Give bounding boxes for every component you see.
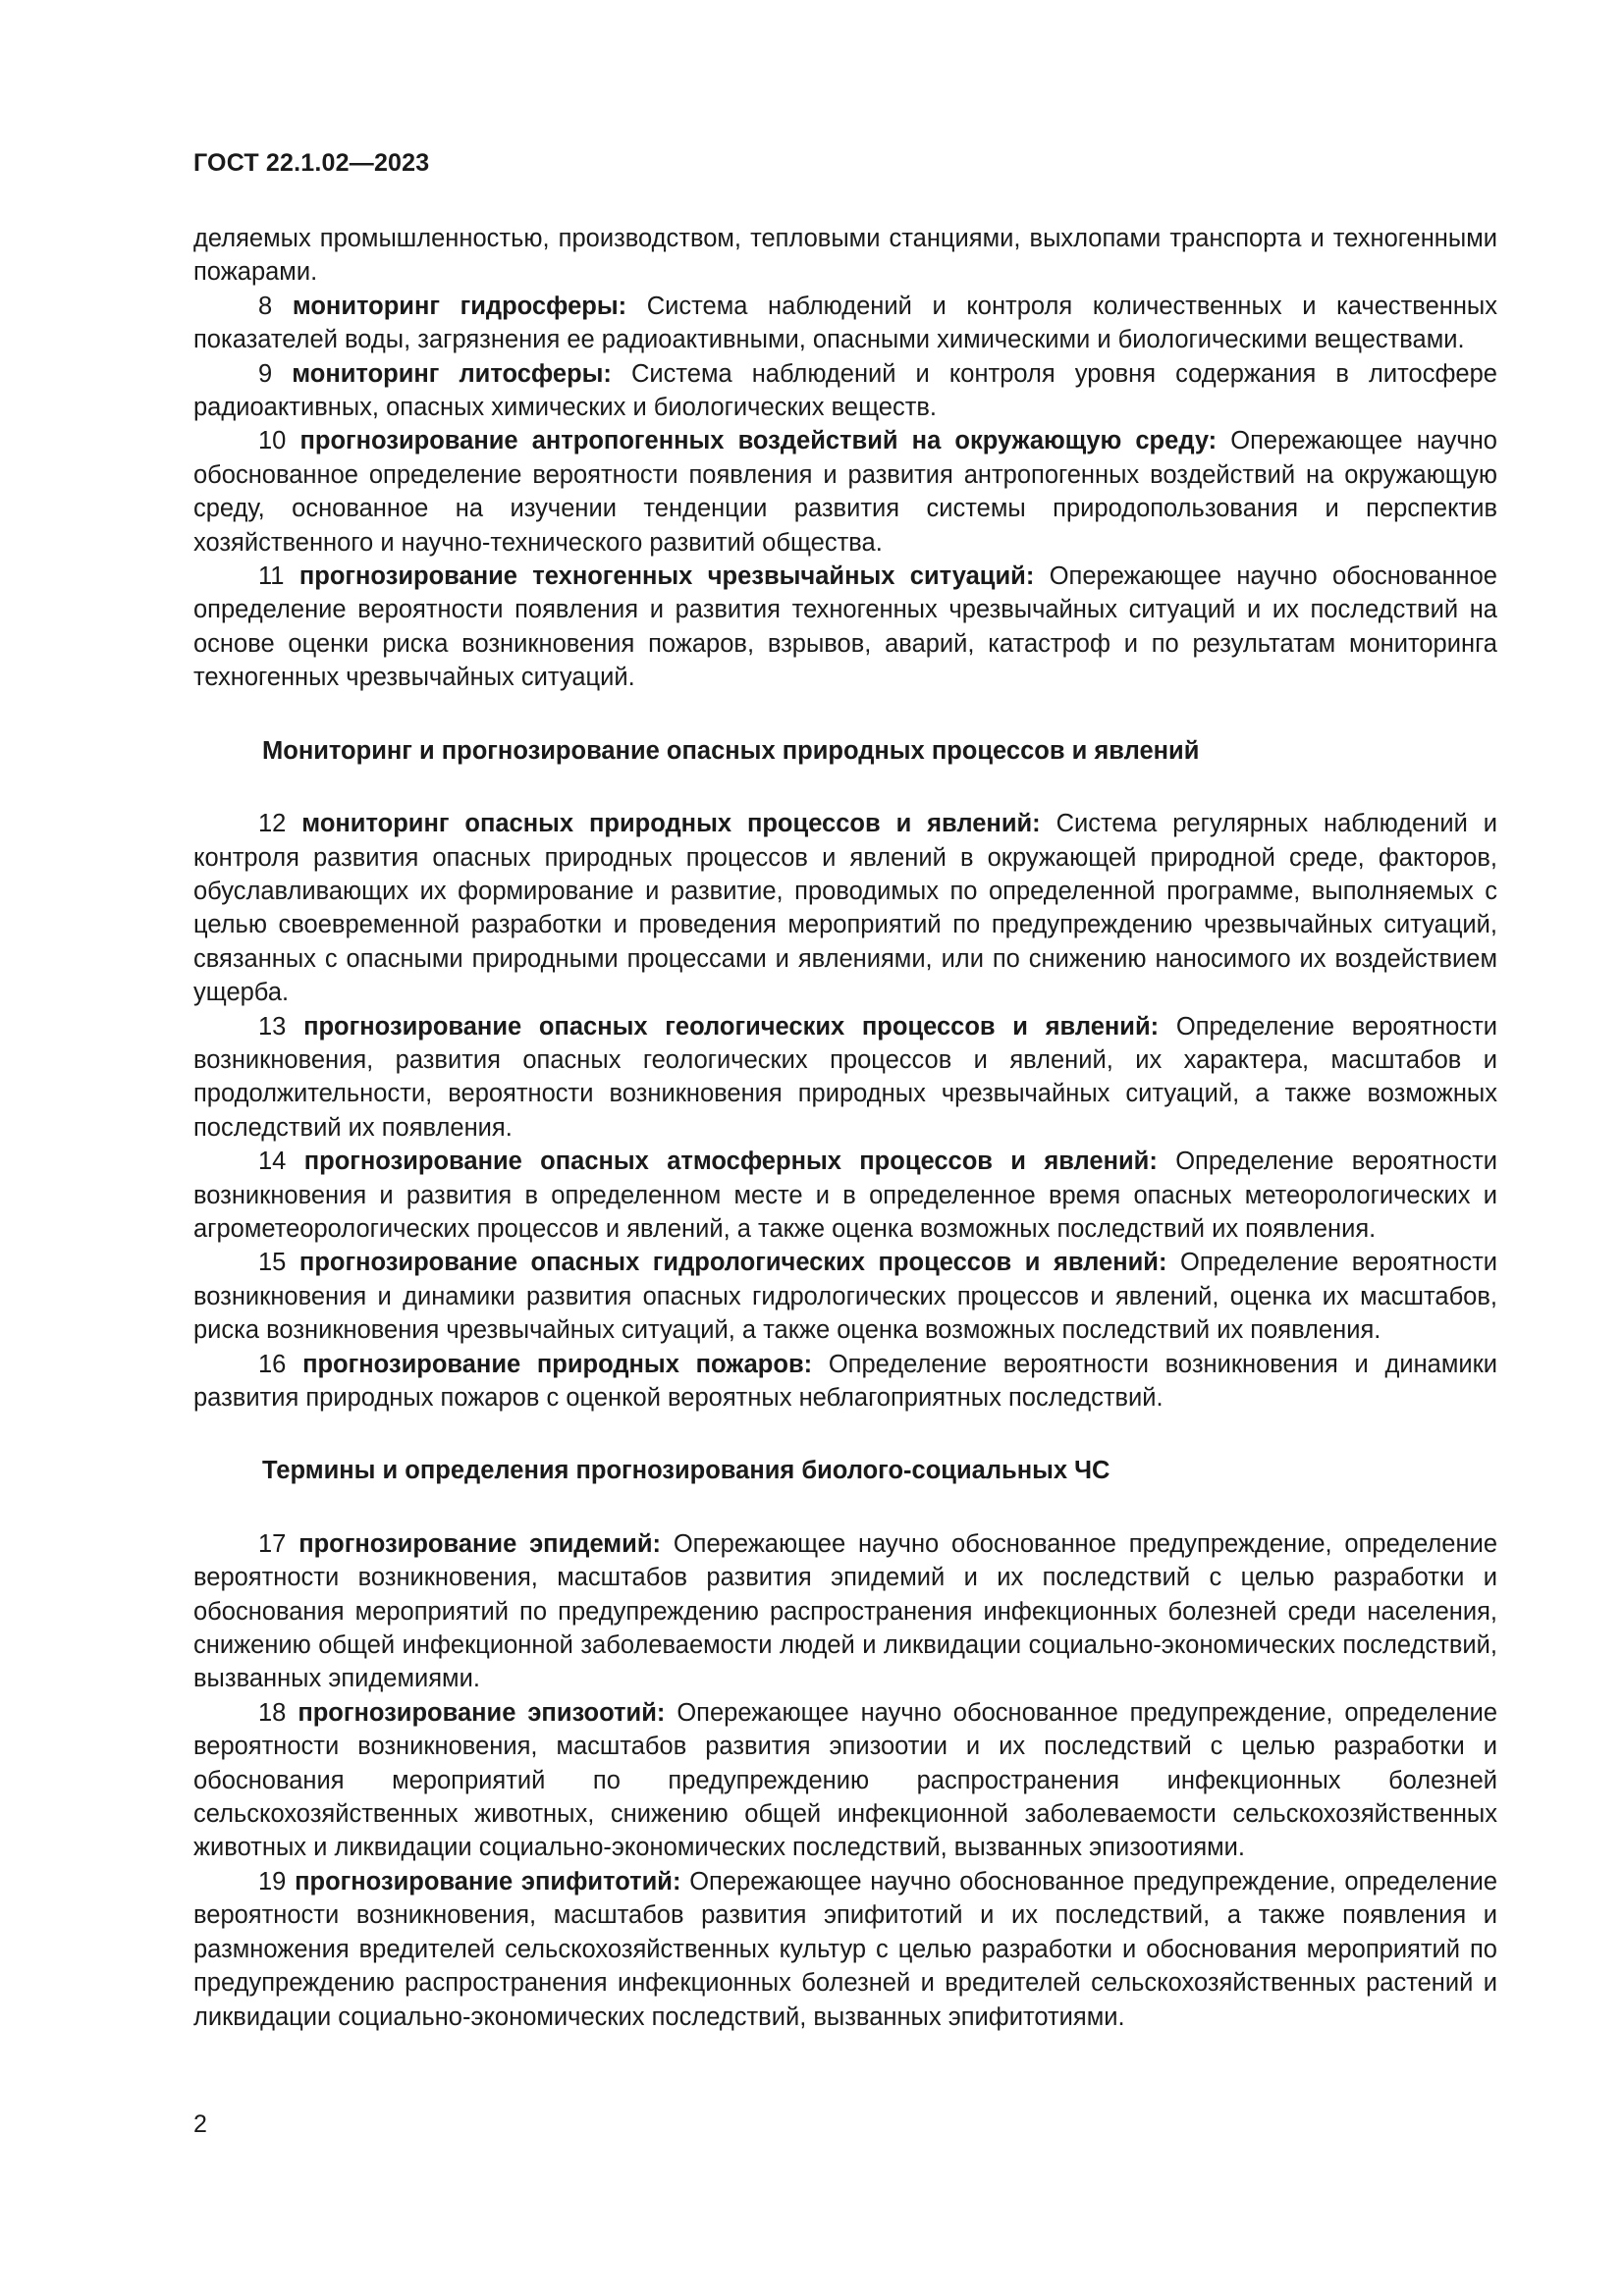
- term-number: 11: [258, 562, 285, 591]
- term-number: 8: [258, 292, 273, 320]
- term-entry-14: [193, 1145, 1497, 1246]
- term-number: 14: [258, 1148, 287, 1176]
- term-title: прогнозирование опасных геологических процессов и явлений:: [303, 1012, 1160, 1041]
- term-definition: Опережающее научно обоснованное предупреждение, определение вероятности возникновения, масштабов развития эпизоотии и их последствий с целью разработки и обоснования мероприятий по предупреждению распространения инфекционных болезней сельскохозяйственных животных, снижению общей инфекционной заболеваемости сельскохозяйственных животных и ликвидации социально-экономических последствий, вызванных эпизоотиями.: [193, 1698, 1498, 1862]
- term-definition: Система наблюдений и контроля уровня содержания в литосфере радиоактивных, опасных химических и биологических веществ.: [193, 359, 1497, 422]
- term-number: 17: [258, 1529, 287, 1558]
- intro-continuation: деляемых промышленностью, производством, тепловыми станциями, выхлопами транспорта и техногенными пожарами.: [193, 225, 1497, 287]
- term-title: мониторинг опасных природных процессов и явлений:: [301, 810, 1041, 838]
- term-entry-12: [193, 807, 1497, 1009]
- term-number: 13: [258, 1012, 287, 1041]
- term-definition: Определение вероятности возникновения и динамики развития опасных гидрологических процессов и явлений, оценка их масштабов, риска возникновения чрезвычайных ситуаций, а также оценка возможных последствий их появления.: [193, 1249, 1498, 1345]
- document-body: [193, 222, 1497, 2034]
- term-entry-16: [193, 1348, 1497, 1415]
- term-number: 16: [258, 1350, 287, 1378]
- standard-header: ГОСТ 22.1.02—2023: [193, 149, 430, 177]
- term-title: прогнозирование эпизоотий:: [298, 1698, 666, 1727]
- section-heading-bio-social: Термины и определения прогнозирования биолого-социальных ЧС: [262, 1457, 1110, 1485]
- term-definition: Система наблюдений и контроля количественных и качественных показателей воды, загрязнения ее радиоактивными, опасными химическими и биологическими веществами.: [193, 292, 1497, 354]
- term-entry-11: [193, 560, 1497, 695]
- term-entry-13: [193, 1010, 1497, 1146]
- term-entry-8: [193, 290, 1497, 357]
- term-title: прогнозирование эпидемий:: [298, 1529, 661, 1558]
- term-entry-17: [193, 1527, 1497, 1696]
- term-definition: Опережающее научно обоснованное определение вероятности появления и развития антропогенных воздействий на окружающую среду, основанное на изучении тенденции развития системы природопользования и перспектив хозяйственного и научно-технического развитий общества.: [193, 427, 1497, 557]
- term-entry-10: [193, 424, 1497, 560]
- term-entry-15: [193, 1246, 1497, 1347]
- term-entry-18: [193, 1696, 1497, 1865]
- term-entry-9: [193, 357, 1497, 425]
- term-definition: Определение вероятности возникновения, развития опасных геологических процессов и явлений, их характера, масштабов и продолжительности, вероятности возникновения природных чрезвычайных ситуаций, а также возможных последствий их появления.: [193, 1012, 1498, 1142]
- term-number: 12: [258, 810, 287, 838]
- term-definition: Опережающее научно обоснованное определение вероятности появления и развития техногенных чрезвычайных ситуаций и их последствий на основе оценки риска возникновения пожаров, взрывов, аварий, катастроф и по результатам мониторинга техногенных чрезвычайных ситуаций.: [193, 562, 1497, 692]
- term-title: прогнозирование техногенных чрезвычайных ситуаций:: [298, 562, 1035, 591]
- term-number: 15: [258, 1249, 287, 1277]
- term-definition: Опережающее научно обоснованное предупреждение, определение вероятности возникновения, масштабов развития эпидемий и их последствий с целью разработки и обоснования мероприятий по предупреждению распространения инфекционных болезней среди населения, снижению общей инфекционной заболеваемости людей и ликвидации социально-экономических последствий, вызванных эпидемиями.: [193, 1529, 1497, 1693]
- term-entry-19: [193, 1865, 1497, 2034]
- term-title: мониторинг литосферы:: [292, 359, 612, 388]
- term-number: 18: [258, 1698, 287, 1727]
- term-number: 9: [258, 359, 273, 388]
- page-number: 2: [193, 2110, 207, 2138]
- term-definition: Определение вероятности возникновения и развития в определенном месте и в определенное время опасных метеорологических и агрометеорологических процессов и явлений, а также оценка возможных последствий их появления.: [193, 1148, 1497, 1243]
- term-number: 19: [258, 1867, 287, 1896]
- term-definition: Система регулярных наблюдений и контроля развития опасных природных процессов и явлений в окружающей природной среде, факторов, обуславливающих их формирование и развитие, проводимых по определенной программе, выполняемых с целью своевременной разработки и проведения мероприятий по предупреждению чрезвычайных ситуаций, связанных с опасными природными процессами и явлениями, или по снижению наносимого их воздействием ущерба.: [193, 810, 1497, 1007]
- term-definition: Определение вероятности возникновения и динамики развития природных пожаров с оценкой вероятных неблагоприятных последствий.: [193, 1350, 1498, 1412]
- term-title: прогнозирование антропогенных воздействий на окружающую среду:: [299, 427, 1218, 455]
- term-definition: Опережающее научно обоснованное предупреждение, определение вероятности возникновения, масштабов развития эпифитотий и их последствий, а также появления и размножения вредителей сельскохозяйственных культур с целью разработки и обоснования мероприятий по предупреждению распространения инфекционных болезней и вредителей сельскохозяйственных растений и ликвидации социально-экономических последствий, вызванных эпифитотиями.: [193, 1867, 1498, 2031]
- term-title: прогнозирование природных пожаров:: [302, 1350, 813, 1378]
- term-title: прогнозирование опасных гидрологических процессов и явлений:: [298, 1249, 1167, 1277]
- term-title: мониторинг гидросферы:: [292, 292, 627, 320]
- term-title: прогнозирование опасных атмосферных процессов и явлений:: [303, 1148, 1158, 1176]
- term-title: прогнозирование эпифитотий:: [295, 1867, 681, 1896]
- term-number: 10: [258, 427, 287, 455]
- section-heading-natural-hazards: Мониторинг и прогнозирование опасных природных процессов и явлений: [262, 736, 1200, 765]
